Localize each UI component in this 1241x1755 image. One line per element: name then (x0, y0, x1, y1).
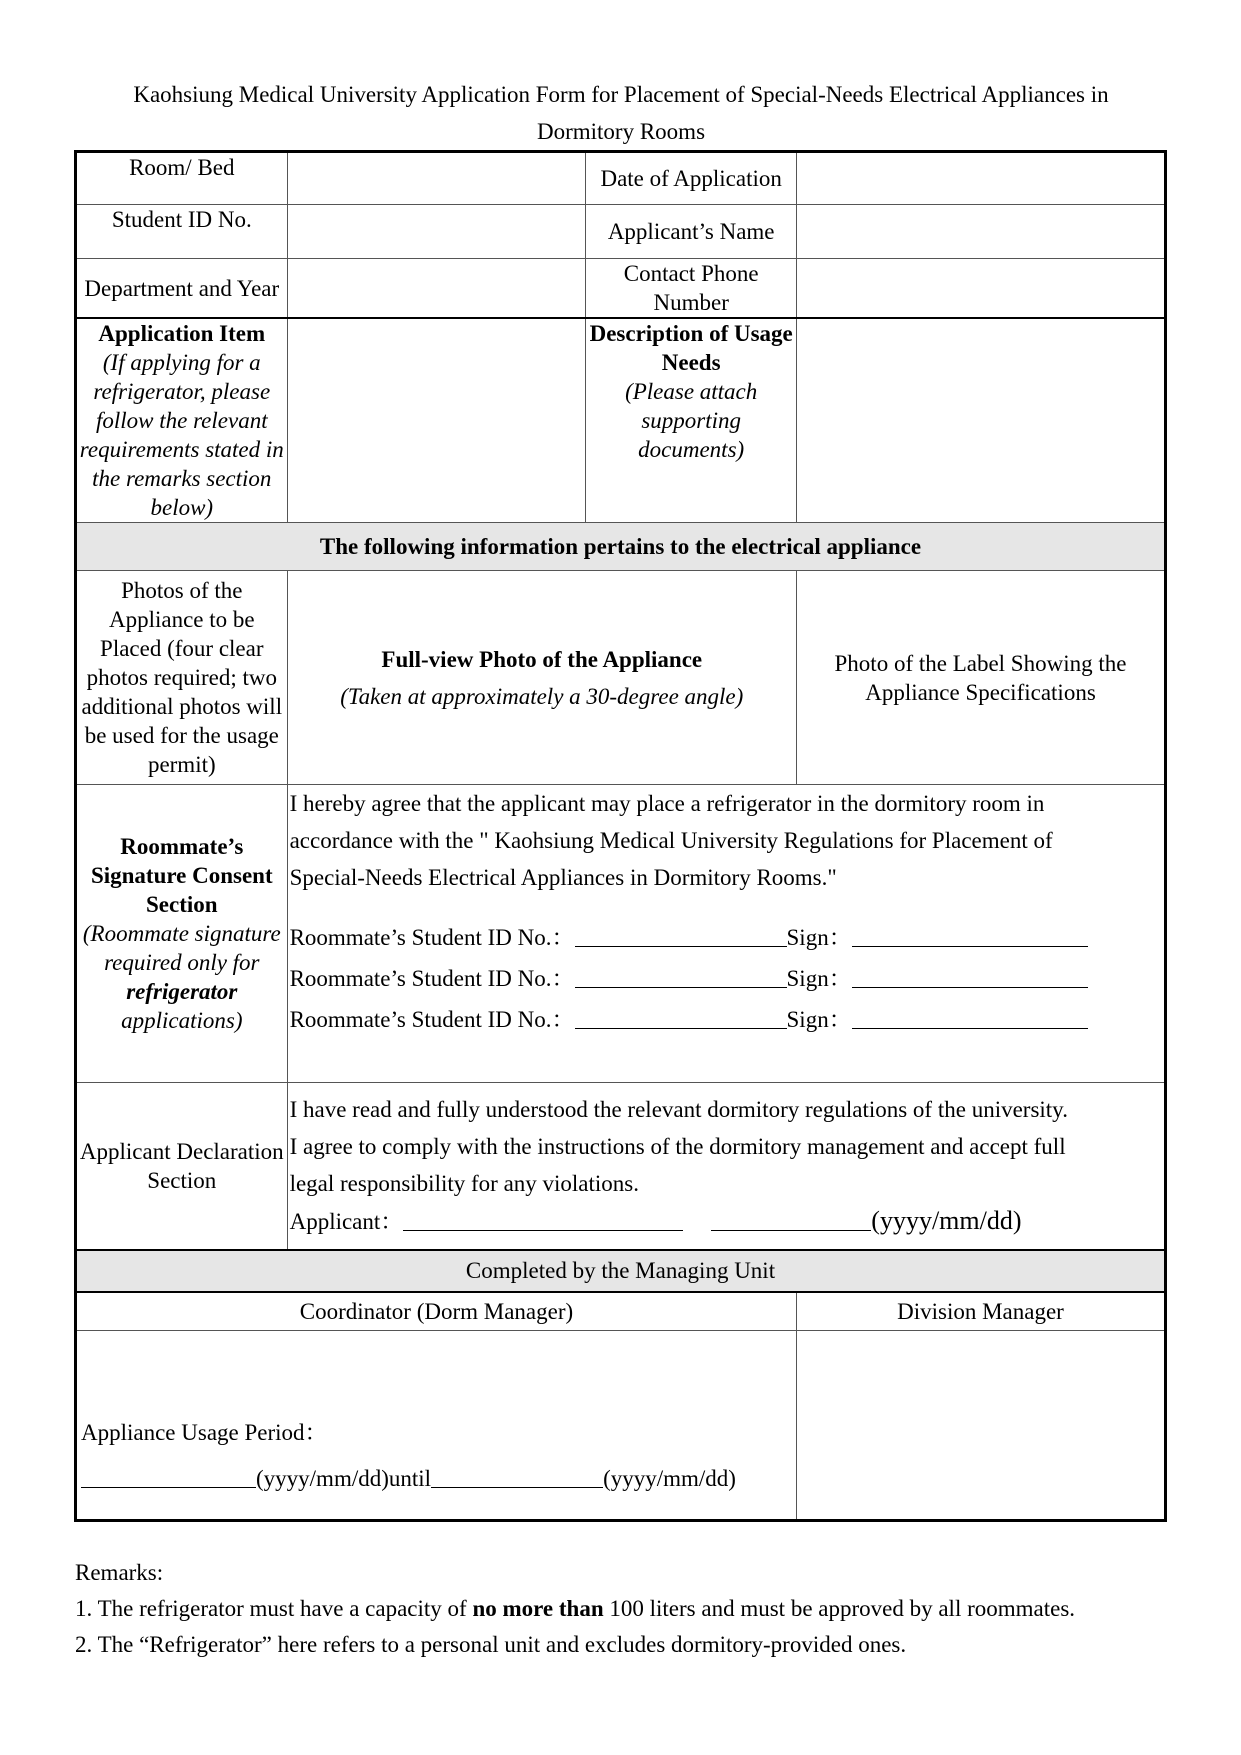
usage-period-dates (79, 1459, 794, 1499)
roommate-id-label: Roommate’s Student ID No.： (289, 925, 575, 950)
row-item-needs (76, 318, 1166, 523)
declaration-label: Applicant Declaration Section (76, 1083, 288, 1250)
student-id-field[interactable] (287, 205, 586, 259)
roommate-note-bold: refrigerator (126, 979, 238, 1004)
usage-needs-field[interactable] (796, 318, 1165, 523)
usage-start-blank[interactable] (81, 1465, 256, 1488)
declaration-date-format: (yyyy/mm/dd) (871, 1206, 1022, 1235)
roommate-signature-line-3 (290, 1001, 1162, 1039)
fullview-photo-note: (Taken at approximately a 30-degree angle) (340, 683, 744, 709)
usage-until-label: until (388, 1466, 432, 1491)
remark-1-part-1: 1. The refrigerator must have a capacity of (75, 1596, 473, 1621)
consent-line-1: I hereby agree that the applicant may place a refrigerator in the dormitory room in (289, 791, 1045, 816)
usage-needs-label: Description of Usage Needs (589, 321, 793, 375)
consent-line-2: accordance with the " Kaohsiung Medical University Regulations for Placement of (289, 828, 1053, 853)
form-title-line-2: Dormitory Rooms (536, 119, 706, 144)
row-room-date (76, 152, 1166, 205)
usage-period-cell (76, 1331, 797, 1521)
roommate-sign-label: Sign： (786, 1007, 852, 1032)
coordinator-label: Coordinator (Dorm Manager) (76, 1292, 797, 1331)
student-id-label: Student ID No. (76, 205, 288, 259)
department-year-label: Department and Year (76, 259, 288, 319)
application-item-label: Application Item (98, 321, 266, 346)
room-bed-label: Room/ Bed (76, 152, 288, 205)
remark-1-part-2: 100 liters and must be approved by all roommates. (603, 1596, 1076, 1621)
photos-label: Photos of the Appliance to be Placed (four clear photos required; two additional photos will be used for the usage permit) (76, 571, 288, 785)
roommate-sign-blank[interactable] (852, 924, 1088, 947)
consent-statement (290, 785, 1162, 896)
row-managing-header (76, 1250, 1166, 1292)
roommate-consent-content (287, 785, 1165, 1083)
declaration-signature-line (290, 1202, 1162, 1241)
application-item-note: (If applying for a refrigerator, please follow the relevant requirements stated in the remarks section below) (79, 350, 284, 520)
remark-item-1 (75, 1591, 1185, 1627)
row-applicant-declaration (76, 1083, 1166, 1250)
declaration-content (287, 1083, 1165, 1250)
department-year-field[interactable] (287, 259, 586, 319)
applicant-sign-label: Applicant： (289, 1209, 404, 1234)
applicant-sign-blank[interactable] (403, 1208, 683, 1231)
date-of-application-label: Date of Application (586, 152, 797, 205)
roommate-consent-note (79, 919, 285, 1035)
roommate-signature-line-1 (290, 919, 1162, 957)
roommate-signature-line-2 (290, 960, 1162, 998)
row-roommate-consent (76, 785, 1166, 1083)
row-department-phone (76, 259, 1166, 319)
roommate-id-blank[interactable] (575, 924, 787, 947)
managing-unit-header: Completed by the Managing Unit (76, 1250, 1166, 1292)
applicant-name-field[interactable] (796, 205, 1165, 259)
row-appliance-header (76, 523, 1166, 571)
form-title (75, 76, 1167, 150)
roommate-id-blank[interactable] (575, 965, 787, 988)
usage-end-blank[interactable] (431, 1465, 603, 1488)
row-student-name (76, 205, 1166, 259)
usage-period-label: Appliance Usage Period： (81, 1420, 328, 1445)
application-item-field[interactable] (287, 318, 586, 523)
roommate-sign-label: Sign： (786, 966, 852, 991)
remark-item-2: 2. The “Refrigerator” here refers to a personal unit and excludes dormitory-provided ones. (75, 1632, 907, 1657)
consent-line-3: Special-Needs Electrical Appliances in Dormitory Rooms." (289, 865, 837, 890)
appliance-section-header: The following information pertains to the electrical appliance (76, 523, 1166, 571)
fullview-photo-title: Full-view Photo of the Appliance (381, 646, 703, 672)
form-title-line-1: Kaohsiung Medical University Application Form for Placement of Special-Needs Electrical Appliances in (133, 82, 1109, 107)
fullview-photo-cell[interactable] (287, 571, 796, 785)
division-manager-label: Division Manager (796, 1292, 1165, 1331)
room-bed-field[interactable] (287, 152, 586, 205)
declaration-line-3: legal responsibility for any violations. (289, 1171, 639, 1196)
division-manager-field[interactable] (796, 1331, 1165, 1521)
usage-needs-note: (Please attach supporting documents) (625, 379, 758, 462)
roommate-sign-label: Sign： (786, 925, 852, 950)
application-form-table (74, 150, 1167, 1522)
roommate-note-part-1: (Roommate signature required only for (82, 921, 281, 975)
label-photo-text: Photo of the Label Showing the Appliance Specifications (834, 650, 1127, 705)
roommate-id-label: Roommate’s Student ID No.： (289, 1007, 575, 1032)
declaration-date-blank[interactable] (711, 1208, 871, 1231)
roommate-sign-blank[interactable] (852, 1006, 1088, 1029)
contact-phone-field[interactable] (796, 259, 1165, 319)
row-photos (76, 571, 1166, 785)
roommate-id-label: Roommate’s Student ID No.： (289, 966, 575, 991)
declaration-statement (290, 1091, 1162, 1202)
declaration-line-1: I have read and fully understood the relevant dormitory regulations of the university. (289, 1097, 1068, 1122)
contact-phone-label: Contact Phone Number (586, 259, 797, 319)
declaration-line-2: I agree to comply with the instructions of the dormitory management and accept full (289, 1134, 1066, 1159)
remarks-title: Remarks: (75, 1560, 164, 1585)
remarks-section (75, 1555, 1185, 1663)
row-managing-roles (76, 1292, 1166, 1331)
label-photo-cell[interactable] (796, 571, 1165, 785)
usage-needs-cell (586, 318, 797, 523)
date-of-application-field[interactable] (796, 152, 1165, 205)
usage-start-format: (yyyy/mm/dd) (256, 1466, 389, 1491)
roommate-note-part-2: applications) (121, 1008, 243, 1033)
application-item-cell (76, 318, 288, 523)
applicant-name-label: Applicant’s Name (586, 205, 797, 259)
roommate-sign-blank[interactable] (852, 965, 1088, 988)
roommate-consent-label: Roommate’s Signature Consent Section (90, 834, 273, 917)
row-managing-fields (76, 1331, 1166, 1521)
usage-end-format: (yyyy/mm/dd) (603, 1466, 736, 1491)
roommate-id-blank[interactable] (575, 1006, 787, 1029)
roommate-consent-cell (76, 785, 288, 1083)
remark-1-bold: no more than (472, 1596, 604, 1621)
